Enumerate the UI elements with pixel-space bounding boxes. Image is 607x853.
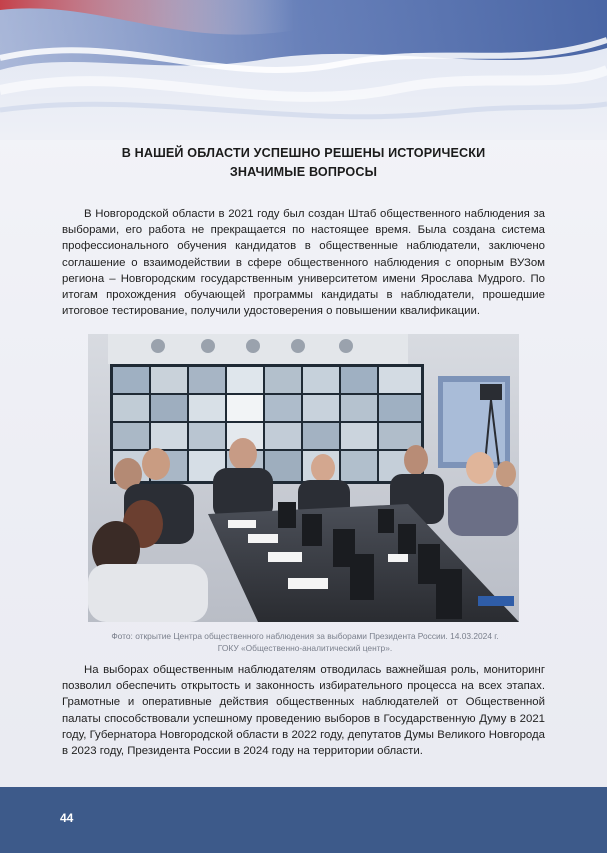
photo-caption: Фото: открытие Центра общественного наблюдения за выборами Президента России. 14.03.2024 г. ГОКУ «Общественно-аналитический центр». (111, 631, 499, 653)
page-number: 44 (60, 811, 74, 825)
header-wave-decoration (0, 0, 607, 140)
footer-band (0, 787, 607, 853)
event-photo (88, 334, 519, 622)
paragraph-2 (62, 662, 545, 759)
paragraph-2-text: На выборах общественным наблюдателям отводилась важнейшая роль, мониторинг позволил обеспечить открытость и законность избирательного процесса на всех этапах. Грамотные и оперативные действия общественных наблюдателей от Общественной палаты способствовали успешному проведению выборов в Государственную Думу в 2021 году, Губернатора Новгородской области в 2022 году, депутатов Думы Великого Новгорода в 2023 году, Президента России в 2024 году на территории области. (62, 664, 545, 758)
paragraph-1 (62, 206, 545, 319)
paragraph-1-text: В Новгородской области в 2021 году был создан Штаб общественного наблюдения за выборами, его работа не прекращается по настоящее время. Была создана система профессионального обучения кандидатов в общественные наблюдатели, заключено соглашение о взаимодействии в сфере общественного наблюдения с опорным ВУЗом региона – Новгородским государственным университетом имени Ярослава Мудрого. По итогам прохождения обучающей программы кандидаты в наблюдатели, прошедшие итоговое тестирование, получили удостоверения о повышении квалификации. (62, 208, 545, 318)
page-title: В НАШЕЙ ОБЛАСТИ УСПЕШНО РЕШЕНЫ ИСТОРИЧЕСКИ ЗНАЧИМЫЕ ВОПРОСЫ (121, 146, 486, 179)
meeting-room-photo-illustration (88, 334, 519, 622)
